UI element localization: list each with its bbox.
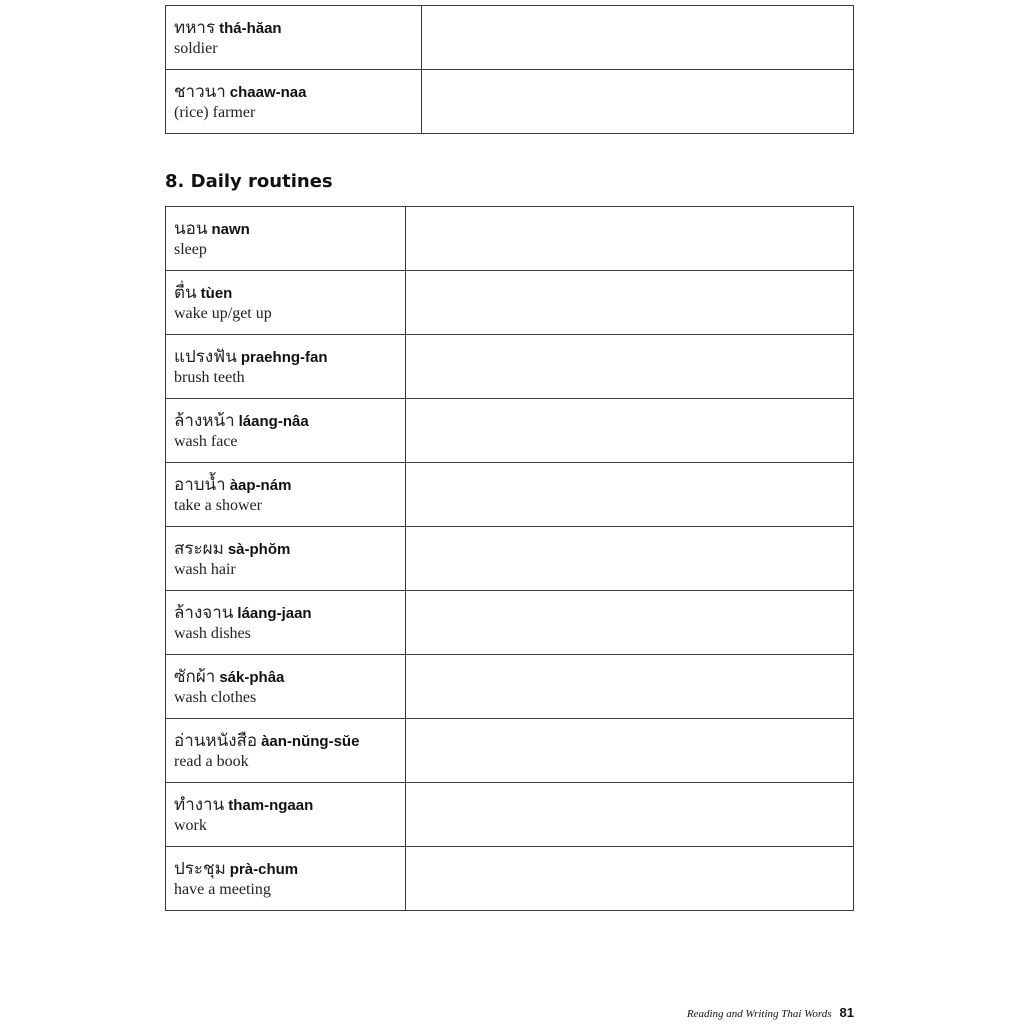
table-row — [166, 335, 854, 399]
romanization: praehng-fan — [240, 349, 328, 366]
table-row — [166, 6, 854, 70]
romanization: tùen — [200, 285, 233, 302]
thai-word: ประชุม — [174, 859, 226, 879]
table-row — [166, 399, 854, 463]
romanization: láang-nâa — [238, 413, 309, 430]
word-cell — [166, 335, 406, 399]
romanization: láang-jaan — [237, 605, 312, 622]
table-row — [166, 591, 854, 655]
page-footer — [687, 1004, 854, 1022]
word-cell — [166, 655, 406, 719]
romanization: thá-hăan — [219, 20, 282, 37]
english-meaning: wash face — [174, 433, 238, 450]
table-row — [166, 207, 854, 271]
romanization: sák-phâa — [219, 669, 285, 686]
writing-practice-cell — [406, 591, 854, 655]
writing-practice-cell — [406, 719, 854, 783]
english-meaning: sleep — [174, 241, 207, 258]
word-cell — [166, 783, 406, 847]
thai-word: ล้างจาน — [174, 603, 234, 623]
thai-word: ทหาร — [174, 18, 216, 38]
table-row — [166, 463, 854, 527]
thai-word: สระผม — [174, 539, 224, 559]
english-meaning: read a book — [174, 753, 249, 770]
romanization: sà-phŏm — [227, 541, 291, 558]
vocabulary-table-occupations — [165, 5, 854, 134]
english-meaning: soldier — [174, 40, 218, 57]
english-meaning: wash hair — [174, 561, 236, 578]
thai-word: ซักผ้า — [174, 667, 216, 687]
word-cell — [166, 399, 406, 463]
romanization: chaaw-naa — [229, 84, 307, 101]
thai-word: ล้างหน้า — [174, 411, 235, 431]
writing-practice-cell — [406, 783, 854, 847]
writing-practice-cell — [406, 527, 854, 591]
writing-practice-cell — [406, 399, 854, 463]
thai-word: ชาวนา — [174, 82, 226, 102]
thai-word: ทำงาน — [174, 795, 225, 815]
word-cell — [166, 271, 406, 335]
vocabulary-table-daily-routines — [165, 206, 854, 911]
romanization: àan-nŭng-sŭe — [261, 733, 360, 750]
english-meaning: wash dishes — [174, 625, 251, 642]
writing-practice-cell — [406, 335, 854, 399]
english-meaning: take a shower — [174, 497, 262, 514]
word-cell — [166, 207, 406, 271]
thai-word: แปรงฟัน — [174, 347, 237, 367]
writing-practice-cell — [406, 847, 854, 911]
writing-practice-cell — [406, 463, 854, 527]
romanization: prà-chum — [229, 861, 299, 878]
word-cell — [166, 591, 406, 655]
writing-practice-cell — [422, 6, 854, 70]
word-cell — [166, 847, 406, 911]
writing-practice-cell — [422, 70, 854, 134]
writing-practice-cell — [406, 655, 854, 719]
english-meaning: brush teeth — [174, 369, 245, 386]
romanization: àap-nám — [229, 477, 292, 494]
thai-word: นอน — [174, 219, 208, 239]
english-meaning: have a meeting — [174, 881, 271, 898]
english-meaning: wake up/get up — [174, 305, 272, 322]
word-cell — [166, 70, 422, 134]
word-cell — [166, 6, 422, 70]
table-row — [166, 719, 854, 783]
thai-word: อาบน้ำ — [174, 475, 226, 495]
word-cell — [166, 719, 406, 783]
romanization: nawn — [211, 221, 250, 238]
section-heading: 8. Daily routines — [165, 171, 333, 192]
english-meaning: wash clothes — [174, 689, 257, 706]
table-row — [166, 70, 854, 134]
thai-word: อ่านหนังสือ — [174, 731, 258, 751]
word-cell — [166, 463, 406, 527]
writing-practice-cell — [406, 271, 854, 335]
english-meaning: (rice) farmer — [174, 104, 256, 121]
thai-word: ตื่น — [174, 283, 197, 303]
page-number: 81 — [839, 1005, 854, 1020]
english-meaning: work — [174, 817, 207, 834]
romanization: tham-ngaan — [228, 797, 314, 814]
table-row — [166, 783, 854, 847]
word-cell — [166, 527, 406, 591]
table-row — [166, 655, 854, 719]
table-row — [166, 271, 854, 335]
book-title: Reading and Writing Thai Words — [686, 1008, 832, 1020]
table-row — [166, 527, 854, 591]
table-row — [166, 847, 854, 911]
writing-practice-cell — [406, 207, 854, 271]
